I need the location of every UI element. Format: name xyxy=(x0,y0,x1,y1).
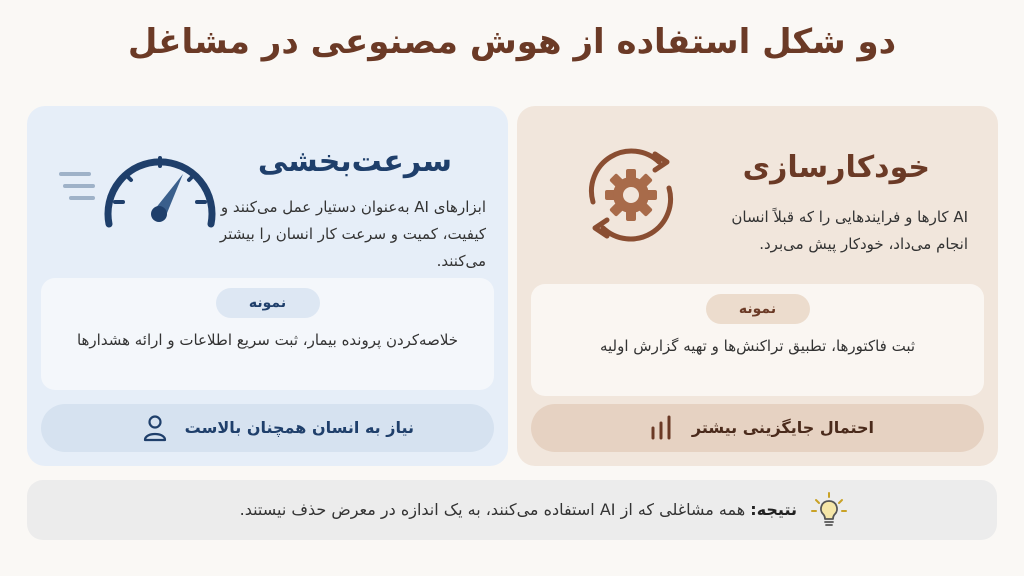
automation-card-description: AI کارها و فرایندهایی را که قبلاً انسان انجام می‌داد، خودکار پیش می‌برد. xyxy=(731,208,968,253)
gear-cycle-icon xyxy=(571,140,691,250)
speed-card xyxy=(27,106,508,466)
conclusion-label: نتیجه: xyxy=(750,500,797,519)
automation-example-tag: نمونه xyxy=(706,294,810,324)
speed-example-box xyxy=(41,278,494,390)
automation-example-box xyxy=(531,284,984,396)
automation-example-text: ثبت فاکتورها، تطبیق تراکنش‌ها و تهیه گزارش اولیه xyxy=(599,337,916,355)
conclusion-text xyxy=(240,480,797,540)
automation-card-title: خودکارسازی xyxy=(742,150,930,185)
speed-bottom-label: نیاز به انسان همچنان بالاست xyxy=(184,418,414,437)
conclusion-bar xyxy=(27,480,997,540)
lightbulb-icon xyxy=(811,492,847,528)
speed-example-tag: نمونه xyxy=(216,288,320,318)
speed-example-text: خلاصه‌کردن پرونده بیمار، ثبت سریع اطلاعات و ارائه هشدارها xyxy=(76,331,459,349)
speed-bottom-bar xyxy=(41,404,494,452)
page-title: دو شکل استفاده از هوش مصنوعی در مشاغل xyxy=(127,22,897,62)
automation-card xyxy=(517,106,998,466)
automation-bottom-bar xyxy=(531,404,984,452)
person-icon xyxy=(141,414,169,442)
speed-card-description: ابزارهای AI به‌عنوان دستیار عمل می‌کنند و کیفیت، کمیت و سرعت کار انسان را بیشتر می‌کنند. xyxy=(219,198,486,270)
speedometer-icon xyxy=(59,144,219,228)
conclusion-body: همه مشاغلی که از AI استفاده می‌کنند، به یک اندازه در معرض حذف نیستند. xyxy=(239,500,746,519)
bar-chart-icon xyxy=(647,414,675,442)
automation-bottom-label: احتمال جایگزینی بیشتر xyxy=(691,418,874,437)
speed-card-title: سرعت‌بخشی xyxy=(257,144,452,179)
